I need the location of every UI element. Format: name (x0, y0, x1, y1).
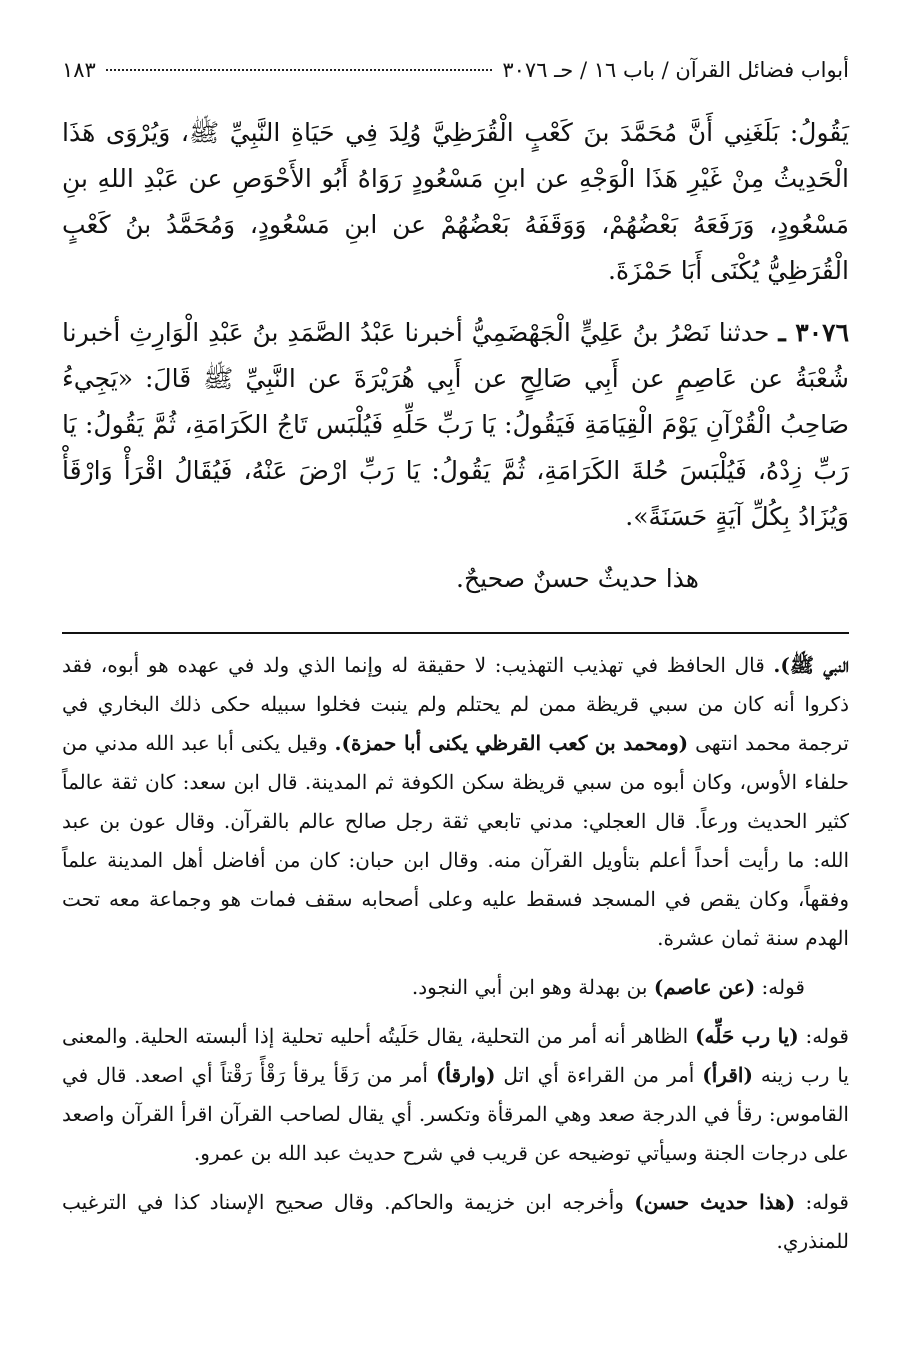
footnote-1-text-b: وقيل يكنى أبا عبد الله مدني من حلفاء الأوس، وكان أبوه من سبي قريظة سكن الكوفة ثم المدينة. قال ابن سعد: كان ثقة عالماً كثير الحديث ورعاً. قال العجلي: مدني تابعي ثقة رجل صالح عالم بالقرآن. وقال عون بن عبد الله: ما رأيت أحداً أعلم بتأويل القرآن منه. وقال ابن حبان: كان من أفاضل أهل المدينة علماً وفقهاً، وكان يقص في المسجد فسقط عليه وعلى أصحابه سقف فمات هو وجماعة معه تحت الهدم سنة ثمان عشرة. (62, 731, 849, 950)
footnote-3-lemma-3: (وارقأ) (435, 1063, 496, 1087)
commentary-paragraph: يَقُولُ: بَلَغَنِي أَنَّ مُحَمَّدَ بنَ كَعْبٍ الْقُرَظِيَّ وُلِدَ فِي حَيَاةِ النَّبِيِّ ﷺ، وَيُرْوَى هَذَا الْحَدِيثُ مِنْ غَيْرِ هَذَا الْوَجْهِ عن ابنِ مَسْعُودٍ رَوَاهُ أَبُو الأَحْوَصِ عن عَبْدِ اللهِ بنِ مَسْعُودٍ، وَرَفَعَهُ بَعْضُهُمْ، وَوَقَفَهُ بَعْضُهُمْ عن ابنِ مَسْعُودٍ، وَمُحَمَّدُ بنُ كَعْبٍ الْقُرَظِيُّ يُكْنَى أَبَا حَمْزَةَ. (62, 118, 849, 285)
footnote-3-lemma: (يا رب حَلِّه) (695, 1024, 799, 1048)
footnote-4-text: وأخرجه ابن خزيمة والحاكم. وقال صحيح الإسناد كذا في الترغيب للمنذري. (62, 1190, 849, 1253)
hadith-paragraph (62, 310, 849, 540)
main-text (62, 110, 849, 602)
footnote-3 (62, 1017, 849, 1173)
footnote-2-text: بن بهدلة وهو ابن أبي النجود. (411, 975, 654, 999)
footnote-4 (62, 1183, 849, 1261)
page-number: ١٨٣ (62, 58, 96, 82)
header-title: أبواب فضائل القرآن / باب ١٦ / حـ ٣٠٧٦ (502, 58, 849, 82)
footnote-4-lemma: (هذا حديث حسن) (634, 1190, 796, 1214)
footnote-3-text-c: أمر من رَقَأ يرقأ رَقْأً رَقْتاً أي اصعد. قال في القاموس: رقأ في الدرجة صعد وهي المرقأة وتكسر. أي يقال لصاحب القرآن اقرأ القرآن واصعد على درجات الجنة وسيأتي توضيحه عن قريب في شرح حديث عبد الله بن عمرو. (62, 1063, 849, 1165)
footnote-3-text-a: الظاهر أنه أمر من التحلية، يقال حَلَيتُه أحليه تحلية إذا ألبسته الحلية. والمعنى يا رب زينه (62, 1024, 849, 1087)
footnotes (62, 646, 849, 1261)
footnote-divider (62, 632, 849, 634)
footnote-4-lead: قوله: (795, 1190, 849, 1214)
footnote-3-lead: قوله: (798, 1024, 849, 1048)
footnote-1 (62, 646, 849, 958)
footnote-1-lemma-2: (ومحمد بن كعب القرظي يكنى أبا حمزة). (334, 731, 689, 755)
footnote-2-lead: قوله: (755, 975, 805, 999)
footnote-3-text-b: أمر من القراءة أي اتل (495, 1063, 703, 1087)
footnote-2 (62, 968, 849, 1007)
hadith-verdict: هذا حديثٌ حسنٌ صحيحٌ. (456, 564, 699, 593)
footnote-3-lemma-2: (اقرأ) (702, 1063, 753, 1087)
hadith-text: حدثنا نَصْرُ بنُ عَلِيٍّ الْجَهْضَمِيُّ أخبرنا عَبْدُ الصَّمَدِ بنُ عَبْدِ الْوَارِثِ أخبرنا شُعْبَةُ عن عَاصِمٍ عن أَبِي صَالِحٍ عن أَبِي هُرَيْرَةَ عن النَّبِيِّ ﷺ قَالَ: «يَجِيءُ صَاحِبُ الْقُرْآنِ يَوْمَ الْقِيَامَةِ فَيَقُولُ: يَا رَبِّ حَلِّهِ فَيُلْبَس تَاجُ الكَرَامَةِ، ثُمَّ يَقُولُ: يَا رَبِّ زِدْهُ، فَيُلْبَسَ حُلةَ الكَرَامَةِ، ثُمَّ يَقُولُ: يَا رَبِّ ارْضَ عَنْهُ، فَيُقَالُ اقْرَأْ وَارْقَأْ وَيُزَادُ بِكُلِّ آيَةٍ حَسَنَةً». (62, 318, 849, 531)
footnote-1-lemma: النبي ﷺ). (773, 653, 849, 677)
footnote-2-lemma: (عن عاصم) (653, 975, 756, 999)
footnote-1-text-a: قال الحافظ في تهذيب التهذيب: لا حقيقة له وإنما الذي ولد في عهده هو أبوه، فقد ذكروا أنه كان من سبي قريظة ممن لم يحتلم ولم ينبت فخلوا سبيله حكى ذلك البخاري في ترجمة محمد انتهى (62, 653, 849, 755)
running-header (62, 58, 849, 98)
header-dot-leader (106, 69, 493, 71)
hadith-number: ٣٠٧٦ ـ (778, 318, 850, 347)
